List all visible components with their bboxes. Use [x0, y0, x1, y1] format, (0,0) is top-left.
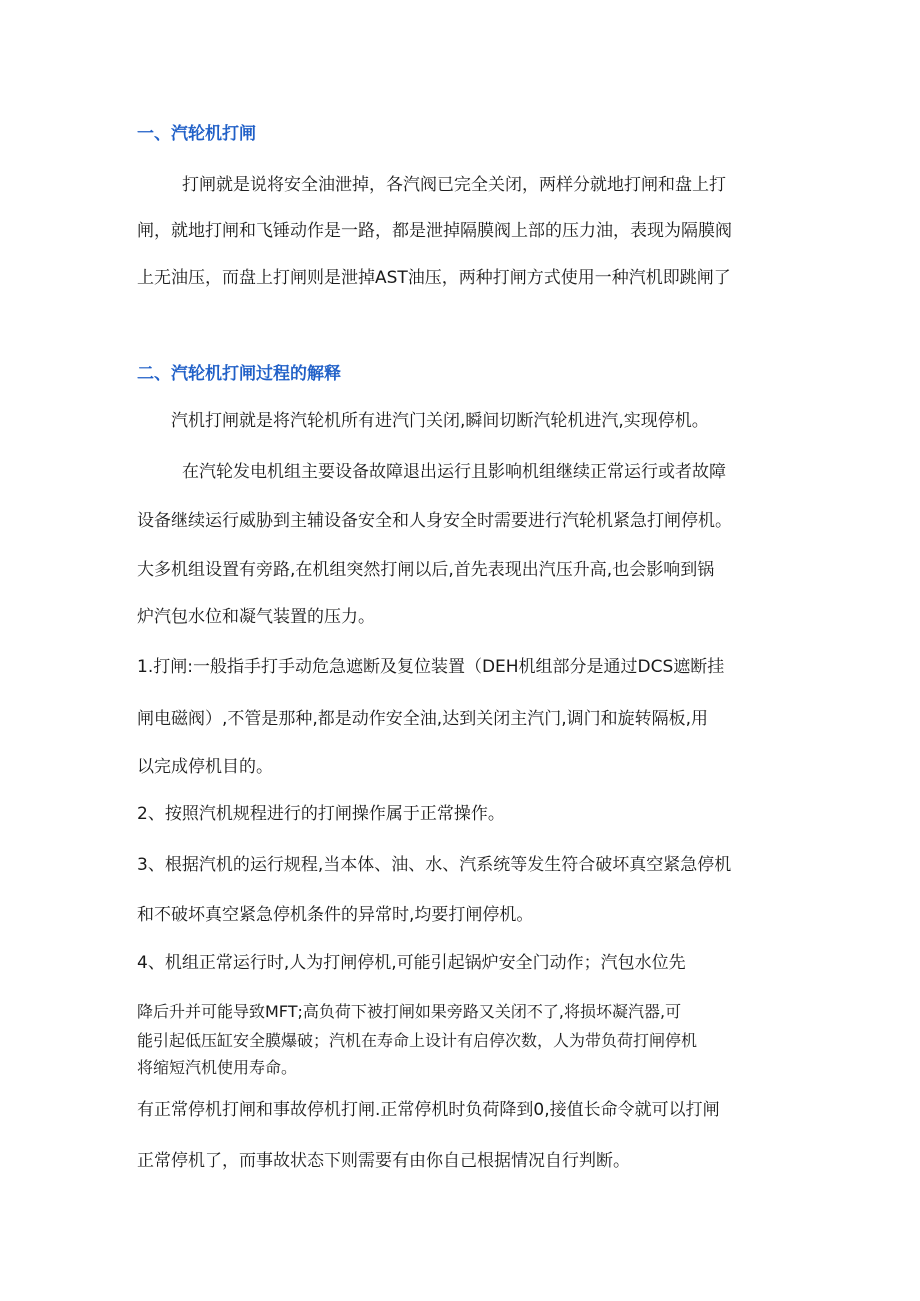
para1-line-2: 设备继续运行威胁到主辅设备安全和人身安全时需要进行汽轮机紧急打闸停机。	[137, 511, 732, 531]
item3-line-2: 和不破坏真空紧急停机条件的异常时,均要打闸停机。	[137, 905, 534, 925]
section2-heading: 二、汽轮机打闸过程的解释	[137, 364, 341, 384]
item2-line: 2、按照汽机规程进行的打闸操作属于正常操作。	[137, 804, 505, 824]
item1-line-2: 闸电磁阀）,不管是那种,都是动作安全油,达到关闭主汽门,调门和旋转隔板,用	[137, 709, 709, 729]
para1-line-3: 大多机组设置有旁路,在机组突然打闸以后,首先表现出汽压升高,也会影响到锅	[137, 560, 715, 580]
section1-line-3: 上无油压，而盘上打闸则是泄掉AST油压，两种打闸方式使用一种汽机即跳闸了	[137, 268, 731, 288]
item1-line-3: 以完成停机目的。	[137, 757, 273, 777]
closing-line-1: 有正常停机打闸和事故停机打闸.正常停机时负荷降到0,接值长命令就可以打闸	[137, 1100, 720, 1120]
item4-line-3: 能引起低压缸安全膜爆破；汽机在寿命上设计有启停次数，人为带负荷打闸停机	[137, 1031, 698, 1050]
section1-line-2: 闸，就地打闸和飞锤动作是一路，都是泄掉隔膜阀上部的压力油，表现为隔膜阀	[137, 221, 732, 241]
item1-line-1: 1.打闸:一般指手打手动危急遮断及复位装置（DEH机组部分是通过DCS遮断挂	[137, 657, 725, 677]
item4-line-4: 将缩短汽机使用寿命。	[137, 1058, 298, 1077]
item4-line-1: 4、机组正常运行时,人为打闸停机,可能引起锅炉安全门动作；汽包水位先	[137, 953, 686, 973]
item3-line-1: 3、根据汽机的运行规程,当本体、油、水、汽系统等发生符合破坏真空紧急停机	[137, 855, 732, 875]
section2-intro: 汽机打闸就是将汽轮机所有进汽门关闭,瞬间切断汽轮机进汽,实现停机。	[171, 411, 709, 431]
section1-line-1: 打闸就是说将安全油泄掉，各汽阀已完全关闭，两样分就地打闸和盘上打	[182, 175, 726, 195]
section1-heading: 一、汽轮机打闸	[137, 124, 256, 144]
para1-line-1: 在汽轮发电机组主要设备故障退出运行且影响机组继续正常运行或者故障	[182, 462, 726, 482]
item4-line-2: 降后升并可能导致MFT;高负荷下被打闸如果旁路又关闭不了,将损坏凝汽器,可	[137, 1002, 682, 1021]
closing-line-2: 正常停机了，而事故状态下则需要有由你自己根据情况自行判断。	[137, 1151, 630, 1171]
para1-line-4: 炉汽包水位和凝气装置的压力。	[137, 607, 375, 627]
